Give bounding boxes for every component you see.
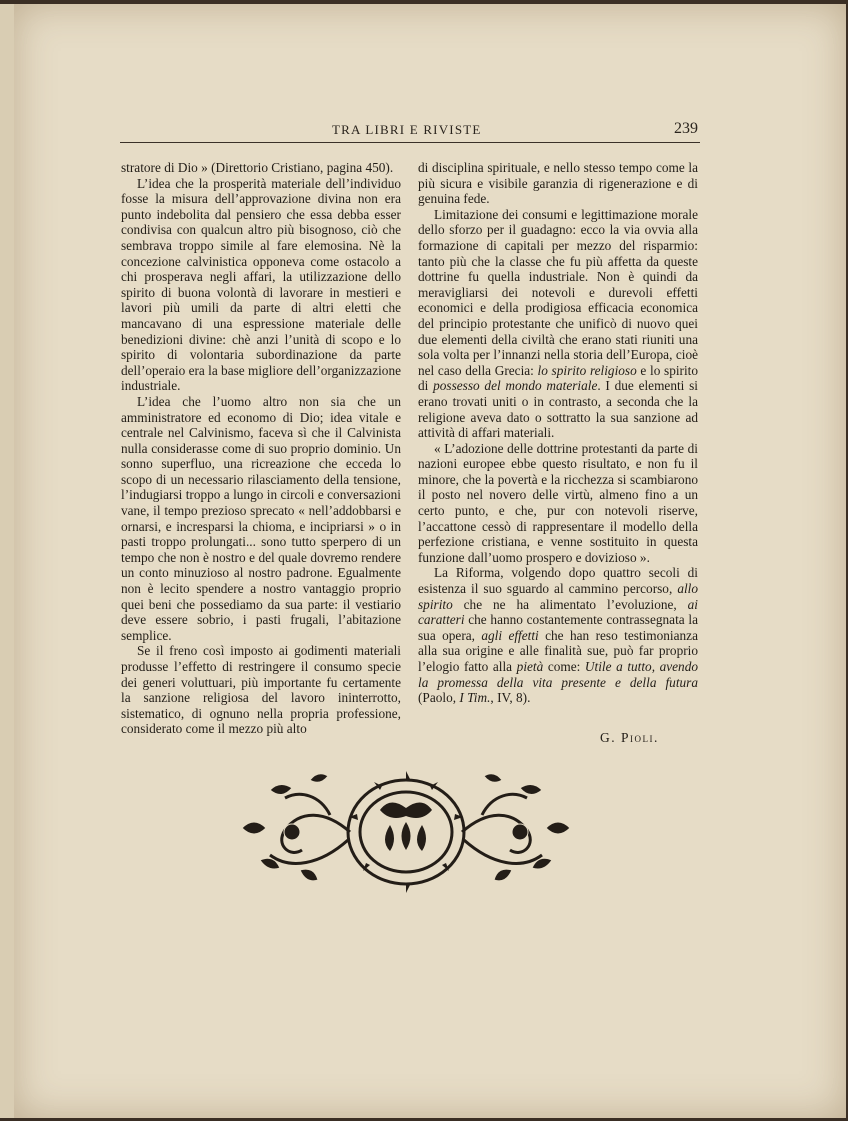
header-rule (120, 142, 700, 143)
right-paragraph-4 (418, 565, 698, 705)
italic-run: ai caratteri (418, 596, 698, 628)
page-number: 239 (674, 120, 698, 137)
text-run: (Paolo, (418, 690, 460, 706)
right-column (418, 160, 698, 706)
text-run: che ne ha alimentato l’evoluzione, (452, 596, 688, 612)
left-paragraph-2: L’idea che la prosperità materiale dell’individuo fosse la misura dell’approvazione divina non era punto indebolita dal pensiero che essa debba esser condivisa con qualcun altro più bisognoso, ciò che sembrava troppo simile al fare elemosina. Nè la concezione calvinistica opponeva come ostacolo a chi prosperava negli affari, la utilizzazione dello spirito di buona volontà di lavorare in mestieri e lavori più umili da parte di altri eletti che mancavano di una espressione materiale delle benedizioni divine: chè anzi l’unità di scopo e lo spirito di volontaria subordinazione da parte dell’operaio era la base migliore dell’organizzazione industriale. (121, 175, 401, 394)
text-run: che han reso testimonianza alla sua origine e alle finalità sue, può far proprio l’elogio fatto alla (418, 627, 698, 674)
text-run: e lo spirito di (418, 362, 698, 394)
text-run: , IV, 8). (490, 690, 531, 706)
author-signature: G. Pioli. (600, 730, 659, 745)
italic-run: agli effetti (481, 627, 539, 643)
text-run: . I due elementi si erano trovati uniti o in contrasto, a seconda che la religione aveva dato o sottratto la sua sanzione ad attività di affari materiali. (418, 378, 698, 441)
text-run: La Riforma, volgendo dopo quattro secoli di esistenza il suo sguardo al cammino percorso, (418, 565, 698, 597)
italic-run: Utile a tutto, avendo la promessa della vita presente e della futura (418, 659, 699, 690)
running-head: TRA LIBRI E RIVISTE (332, 122, 482, 137)
text-run: come: (543, 659, 585, 674)
italic-run: lo spirito religioso (537, 362, 637, 378)
left-paragraph-1: stratore di Dio » (Direttorio Cristiano, pagina 450). (121, 160, 394, 175)
left-column (121, 160, 401, 737)
floral-ornament-icon (230, 770, 582, 900)
italic-run: pietà (516, 659, 544, 674)
left-paragraph-4: Se il freno così imposto ai godimenti materiali produsse l’effetto di restringere il consumo specie dei generi voluttuari, più importante fu certamente la sanzione religiosa del lavoro ininterrotto, sistematico, di ognuno nella propria professione, considerato come il mezzo più alto (121, 643, 401, 737)
text-run: che hanno costantemente contrassegnata la sua opera, (418, 612, 698, 643)
right-paragraph-1: di disciplina spirituale, e nello stesso tempo come la più sicura e visibile garanzia di rigenerazione e di genuina fede. (418, 160, 698, 207)
right-paragraph-2 (418, 207, 698, 441)
italic-run: I Tim. (459, 690, 491, 706)
right-paragraph-3: « L’adozione delle dottrine protestanti da parte di nazioni europee ebbe questo risultato, e non fu il minore, che la povertà e la ricchezza si scambiarono il posto nel novero delle virtù, almeno fino a un certo punto, e che, pur con notevoli riserve, l’accattone cessò di rappresentare il modello della perfezione cristiana, e venne sostituito in questa funzione dall’uomo prospero e dovizioso ». (418, 440, 698, 565)
italic-run: allo spirito (418, 581, 698, 612)
italic-run: possesso del mondo materiale (433, 378, 598, 394)
left-paragraph-3: L’idea che l’uomo altro non sia che un amministratore ed economo di Dio; idea vitale e centrale nel Calvinismo, faceva sì che il Calvinista nulla considerasse come di suo proprio dominio. Un sonno superfluo, una ricreazione che ecceda lo scopo di un necessario rilasciamento della tensione, l’indugiarsi troppo a lungo in circoli e conversazioni vane, il tempo prezioso sprecato « nell’addobbarsi e ornarsi, e incresparsi la chioma, e incipriarsi » o in pasti troppo prolungati... sono tutto sperpero di un tempo che non è nostro e del quale dovremo rendere un conto minuzioso al nostro padrone. Egualmente non è lecito spendere a nostro vantaggio proprio quei beni che possediamo da sua parte: il vestiario deve essere sobrio, i pasti frugali, l’abitazione semplice. (121, 393, 401, 643)
text-run: Limitazione dei consumi e legittimazione morale dello sforzo per il guadagno: ecco la via ovvia alla formazione di capitali per mezzo del risparmio: tanto più che la classe che fu più affetta da queste dottrine fu quella industriale. Non è quindi da meravigliarsi dei notevoli e durevoli effetti economici e della prodigiosa efficacia economica del principio protestante che unificò di nuovo quei due elementi della civiltà che erano stati riuniti una sola volta per l’innanzi nella storia dell’Europa, cioè nel caso della Grecia: (418, 206, 698, 378)
